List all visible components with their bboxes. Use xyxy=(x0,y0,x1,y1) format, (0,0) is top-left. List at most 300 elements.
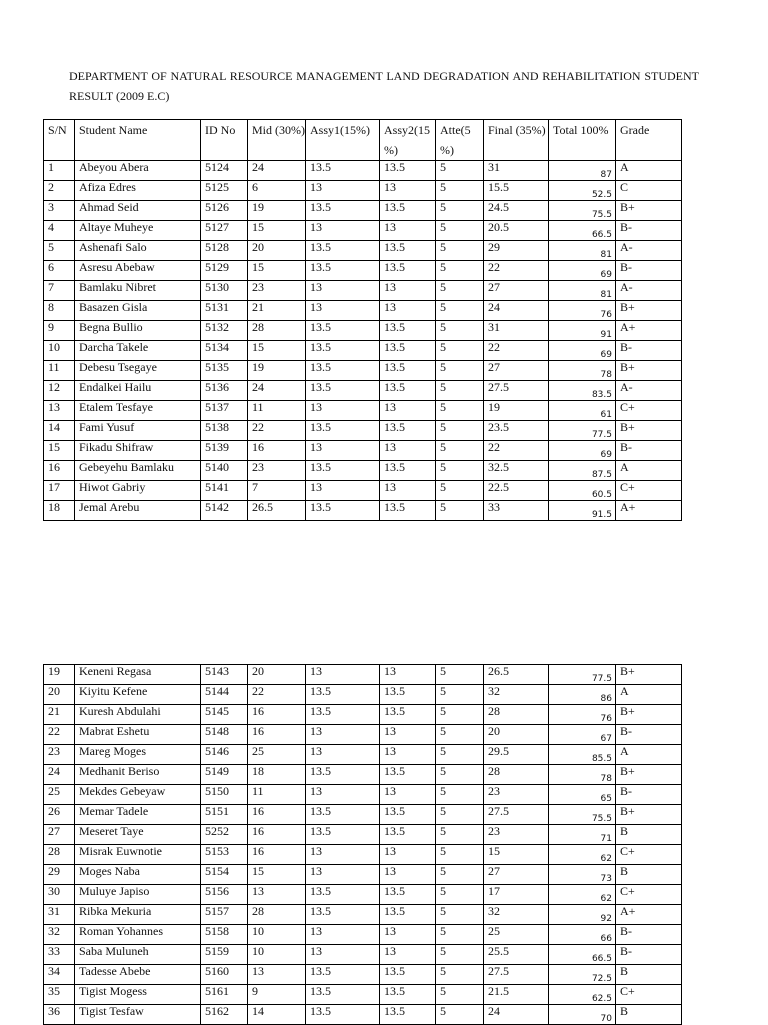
cell-assy1: 13 xyxy=(306,785,380,805)
cell-assy2: 13.5 xyxy=(380,321,436,341)
cell-assy1: 13 xyxy=(306,745,380,765)
cell-mid: 28 xyxy=(248,321,306,341)
cell-student-name: Ashenafi Salo xyxy=(75,241,201,261)
cell-assy2: 13.5 xyxy=(380,985,436,1005)
cell-attendance: 5 xyxy=(436,725,484,745)
cell-attendance: 5 xyxy=(436,865,484,885)
cell-attendance: 5 xyxy=(436,441,484,461)
cell-attendance: 5 xyxy=(436,745,484,765)
cell-final: 25.5 xyxy=(484,945,549,965)
cell-id-no: 5137 xyxy=(201,401,248,421)
cell-attendance: 5 xyxy=(436,705,484,725)
table-row xyxy=(44,845,682,865)
table-row xyxy=(44,401,682,421)
cell-mid: 24 xyxy=(248,161,306,181)
cell-final: 15.5 xyxy=(484,181,549,201)
cell-assy1: 13 xyxy=(306,845,380,865)
cell-final: 24.5 xyxy=(484,201,549,221)
cell-attendance: 5 xyxy=(436,825,484,845)
cell-mid: 18 xyxy=(248,765,306,785)
cell-mid: 21 xyxy=(248,301,306,321)
cell-id-no: 5159 xyxy=(201,945,248,965)
cell-final: 33 xyxy=(484,501,549,521)
cell-id-no: 5134 xyxy=(201,341,248,361)
header-sn: S/N xyxy=(44,120,75,161)
cell-mid: 23 xyxy=(248,461,306,481)
cell-total: 86 xyxy=(549,685,616,705)
cell-mid: 19 xyxy=(248,361,306,381)
table-header-row xyxy=(44,120,682,161)
cell-student-name: Fikadu Shifraw xyxy=(75,441,201,461)
cell-assy2: 13.5 xyxy=(380,965,436,985)
table-row xyxy=(44,441,682,461)
cell-final: 29.5 xyxy=(484,745,549,765)
cell-grade: C+ xyxy=(616,885,682,905)
cell-total: 62.5 xyxy=(549,985,616,1005)
document-title: DEPARTMENT OF NATURAL RESOURCE MANAGEMENT LAND DEGRADATION AND REHABILITATION STUDENT RESULT (2009 E.C) xyxy=(69,69,699,103)
cell-total: 75.5 xyxy=(549,201,616,221)
table-row xyxy=(44,381,682,401)
cell-attendance: 5 xyxy=(436,481,484,501)
cell-grade: B xyxy=(616,825,682,845)
cell-assy2: 13.5 xyxy=(380,161,436,181)
cell-assy1: 13.5 xyxy=(306,885,380,905)
cell-total: 65 xyxy=(549,785,616,805)
table-row xyxy=(44,341,682,361)
cell-attendance: 5 xyxy=(436,421,484,441)
cell-grade: B+ xyxy=(616,805,682,825)
cell-total: 83.5 xyxy=(549,381,616,401)
cell-grade: A xyxy=(616,461,682,481)
cell-final: 19 xyxy=(484,401,549,421)
cell-assy2: 13.5 xyxy=(380,685,436,705)
cell-assy1: 13.5 xyxy=(306,825,380,845)
results-table-part-1 xyxy=(43,119,682,521)
cell-total: 92 xyxy=(549,905,616,925)
cell-grade: A- xyxy=(616,381,682,401)
cell-id-no: 5131 xyxy=(201,301,248,321)
cell-total: 60.5 xyxy=(549,481,616,501)
cell-assy2: 13 xyxy=(380,945,436,965)
header-id-no: ID No xyxy=(201,120,248,161)
cell-assy2: 13 xyxy=(380,725,436,745)
cell-sn: 35 xyxy=(44,985,75,1005)
cell-student-name: Etalem Tesfaye xyxy=(75,401,201,421)
cell-total: 77.5 xyxy=(549,665,616,685)
cell-sn: 21 xyxy=(44,705,75,725)
cell-student-name: Saba Muluneh xyxy=(75,945,201,965)
cell-assy2: 13 xyxy=(380,441,436,461)
cell-mid: 28 xyxy=(248,905,306,925)
cell-student-name: Mareg Moges xyxy=(75,745,201,765)
cell-mid: 14 xyxy=(248,1005,306,1025)
cell-assy1: 13.5 xyxy=(306,161,380,181)
cell-total: 72.5 xyxy=(549,965,616,985)
cell-id-no: 5149 xyxy=(201,765,248,785)
cell-assy1: 13.5 xyxy=(306,685,380,705)
cell-sn: 27 xyxy=(44,825,75,845)
cell-attendance: 5 xyxy=(436,985,484,1005)
table-row xyxy=(44,281,682,301)
cell-id-no: 5125 xyxy=(201,181,248,201)
cell-grade: A+ xyxy=(616,905,682,925)
cell-assy2: 13 xyxy=(380,221,436,241)
cell-mid: 7 xyxy=(248,481,306,501)
cell-attendance: 5 xyxy=(436,665,484,685)
cell-assy2: 13 xyxy=(380,845,436,865)
cell-student-name: Mekdes Gebeyaw xyxy=(75,785,201,805)
cell-assy2: 13.5 xyxy=(380,501,436,521)
cell-grade: B- xyxy=(616,725,682,745)
cell-student-name: Kiyitu Kefene xyxy=(75,685,201,705)
cell-grade: B+ xyxy=(616,421,682,441)
cell-mid: 16 xyxy=(248,705,306,725)
cell-id-no: 5140 xyxy=(201,461,248,481)
cell-id-no: 5162 xyxy=(201,1005,248,1025)
cell-sn: 22 xyxy=(44,725,75,745)
cell-final: 32 xyxy=(484,905,549,925)
cell-student-name: Tadesse Abebe xyxy=(75,965,201,985)
table-row xyxy=(44,745,682,765)
cell-total: 85.5 xyxy=(549,745,616,765)
cell-id-no: 5157 xyxy=(201,905,248,925)
cell-student-name: Ahmad Seid xyxy=(75,201,201,221)
cell-attendance: 5 xyxy=(436,281,484,301)
cell-sn: 31 xyxy=(44,905,75,925)
cell-assy1: 13 xyxy=(306,181,380,201)
cell-id-no: 5130 xyxy=(201,281,248,301)
cell-final: 15 xyxy=(484,845,549,865)
table-row xyxy=(44,301,682,321)
cell-assy1: 13 xyxy=(306,281,380,301)
cell-total: 71 xyxy=(549,825,616,845)
cell-sn: 26 xyxy=(44,805,75,825)
cell-grade: A- xyxy=(616,281,682,301)
cell-final: 23.5 xyxy=(484,421,549,441)
cell-assy1: 13.5 xyxy=(306,501,380,521)
cell-assy1: 13.5 xyxy=(306,321,380,341)
cell-student-name: Keneni Regasa xyxy=(75,665,201,685)
cell-assy2: 13.5 xyxy=(380,905,436,925)
cell-student-name: Fami Yusuf xyxy=(75,421,201,441)
cell-assy1: 13 xyxy=(306,221,380,241)
cell-total: 78 xyxy=(549,765,616,785)
cell-final: 27.5 xyxy=(484,381,549,401)
cell-mid: 26.5 xyxy=(248,501,306,521)
cell-id-no: 5156 xyxy=(201,885,248,905)
table-row xyxy=(44,985,682,1005)
cell-mid: 23 xyxy=(248,281,306,301)
cell-assy1: 13 xyxy=(306,945,380,965)
cell-final: 29 xyxy=(484,241,549,261)
cell-id-no: 5143 xyxy=(201,665,248,685)
cell-student-name: Gebeyehu Bamlaku xyxy=(75,461,201,481)
cell-mid: 15 xyxy=(248,221,306,241)
table-row xyxy=(44,201,682,221)
cell-attendance: 5 xyxy=(436,785,484,805)
cell-mid: 16 xyxy=(248,725,306,745)
cell-sn: 34 xyxy=(44,965,75,985)
cell-sn: 10 xyxy=(44,341,75,361)
cell-student-name: Hiwot Gabriy xyxy=(75,481,201,501)
cell-final: 20 xyxy=(484,725,549,745)
cell-assy2: 13.5 xyxy=(380,1005,436,1025)
cell-attendance: 5 xyxy=(436,685,484,705)
cell-mid: 20 xyxy=(248,665,306,685)
cell-student-name: Afiza Edres xyxy=(75,181,201,201)
cell-student-name: Roman Yohannes xyxy=(75,925,201,945)
cell-mid: 11 xyxy=(248,785,306,805)
cell-final: 23 xyxy=(484,785,549,805)
cell-mid: 15 xyxy=(248,865,306,885)
table-row xyxy=(44,825,682,845)
cell-assy2: 13.5 xyxy=(380,241,436,261)
cell-final: 32.5 xyxy=(484,461,549,481)
cell-student-name: Memar Tadele xyxy=(75,805,201,825)
cell-final: 26.5 xyxy=(484,665,549,685)
cell-assy1: 13 xyxy=(306,401,380,421)
cell-assy1: 13.5 xyxy=(306,805,380,825)
cell-attendance: 5 xyxy=(436,341,484,361)
cell-grade: B+ xyxy=(616,765,682,785)
cell-sn: 23 xyxy=(44,745,75,765)
cell-sn: 7 xyxy=(44,281,75,301)
cell-grade: B- xyxy=(616,441,682,461)
cell-assy1: 13.5 xyxy=(306,261,380,281)
cell-assy1: 13 xyxy=(306,481,380,501)
cell-sn: 8 xyxy=(44,301,75,321)
cell-attendance: 5 xyxy=(436,301,484,321)
cell-sn: 19 xyxy=(44,665,75,685)
cell-sn: 16 xyxy=(44,461,75,481)
cell-total: 81 xyxy=(549,281,616,301)
cell-student-name: Muluye Japiso xyxy=(75,885,201,905)
cell-grade: A xyxy=(616,745,682,765)
cell-mid: 15 xyxy=(248,261,306,281)
cell-final: 20.5 xyxy=(484,221,549,241)
table-row xyxy=(44,765,682,785)
cell-mid: 10 xyxy=(248,925,306,945)
cell-sn: 12 xyxy=(44,381,75,401)
cell-total: 66.5 xyxy=(549,221,616,241)
cell-grade: B xyxy=(616,1005,682,1025)
cell-sn: 13 xyxy=(44,401,75,421)
cell-final: 23 xyxy=(484,825,549,845)
cell-total: 66 xyxy=(549,925,616,945)
cell-total: 62 xyxy=(549,885,616,905)
cell-attendance: 5 xyxy=(436,321,484,341)
cell-student-name: Basazen Gisla xyxy=(75,301,201,321)
cell-total: 91.5 xyxy=(549,501,616,521)
cell-final: 24 xyxy=(484,1005,549,1025)
cell-mid: 13 xyxy=(248,965,306,985)
cell-mid: 11 xyxy=(248,401,306,421)
table-row xyxy=(44,785,682,805)
cell-id-no: 5126 xyxy=(201,201,248,221)
cell-grade: B- xyxy=(616,221,682,241)
cell-grade: C+ xyxy=(616,985,682,1005)
table-row xyxy=(44,181,682,201)
cell-total: 77.5 xyxy=(549,421,616,441)
cell-mid: 6 xyxy=(248,181,306,201)
cell-id-no: 5154 xyxy=(201,865,248,885)
cell-assy1: 13.5 xyxy=(306,361,380,381)
cell-student-name: Begna Bullio xyxy=(75,321,201,341)
table-row xyxy=(44,241,682,261)
table-row xyxy=(44,805,682,825)
cell-assy2: 13.5 xyxy=(380,885,436,905)
cell-total: 61 xyxy=(549,401,616,421)
cell-assy2: 13.5 xyxy=(380,805,436,825)
results-table-part-2 xyxy=(43,664,682,1025)
cell-sn: 32 xyxy=(44,925,75,945)
cell-attendance: 5 xyxy=(436,965,484,985)
table-row xyxy=(44,481,682,501)
cell-total: 69 xyxy=(549,341,616,361)
cell-grade: B- xyxy=(616,945,682,965)
cell-mid: 13 xyxy=(248,885,306,905)
cell-assy1: 13 xyxy=(306,725,380,745)
header-total: Total 100% xyxy=(549,120,616,161)
cell-grade: C+ xyxy=(616,401,682,421)
cell-id-no: 5161 xyxy=(201,985,248,1005)
table-row xyxy=(44,665,682,685)
table-row xyxy=(44,685,682,705)
cell-id-no: 5142 xyxy=(201,501,248,521)
cell-total: 69 xyxy=(549,441,616,461)
cell-assy1: 13.5 xyxy=(306,421,380,441)
cell-assy2: 13.5 xyxy=(380,421,436,441)
table-row xyxy=(44,725,682,745)
cell-assy1: 13.5 xyxy=(306,705,380,725)
table-row xyxy=(44,905,682,925)
table-row xyxy=(44,865,682,885)
cell-total: 70 xyxy=(549,1005,616,1025)
cell-grade: A xyxy=(616,161,682,181)
table-row xyxy=(44,705,682,725)
cell-mid: 16 xyxy=(248,441,306,461)
cell-sn: 11 xyxy=(44,361,75,381)
cell-sn: 33 xyxy=(44,945,75,965)
header-student-name: Student Name xyxy=(75,120,201,161)
cell-assy2: 13.5 xyxy=(380,765,436,785)
cell-attendance: 5 xyxy=(436,1005,484,1025)
cell-grade: B- xyxy=(616,925,682,945)
cell-attendance: 5 xyxy=(436,905,484,925)
cell-final: 27 xyxy=(484,361,549,381)
cell-mid: 15 xyxy=(248,341,306,361)
cell-id-no: 5158 xyxy=(201,925,248,945)
cell-attendance: 5 xyxy=(436,885,484,905)
header-assy1: Assy1(15%) xyxy=(306,120,380,161)
cell-assy1: 13 xyxy=(306,441,380,461)
cell-final: 22 xyxy=(484,441,549,461)
cell-student-name: Debesu Tsegaye xyxy=(75,361,201,381)
header-mid: Mid (30%) xyxy=(248,120,306,161)
cell-attendance: 5 xyxy=(436,845,484,865)
cell-grade: B xyxy=(616,865,682,885)
cell-sn: 9 xyxy=(44,321,75,341)
cell-student-name: Kuresh Abdulahi xyxy=(75,705,201,725)
cell-attendance: 5 xyxy=(436,161,484,181)
cell-grade: B+ xyxy=(616,301,682,321)
cell-final: 27.5 xyxy=(484,965,549,985)
cell-id-no: 5148 xyxy=(201,725,248,745)
cell-id-no: 5146 xyxy=(201,745,248,765)
cell-mid: 24 xyxy=(248,381,306,401)
cell-sn: 28 xyxy=(44,845,75,865)
cell-mid: 25 xyxy=(248,745,306,765)
cell-assy1: 13.5 xyxy=(306,461,380,481)
cell-mid: 19 xyxy=(248,201,306,221)
cell-id-no: 5136 xyxy=(201,381,248,401)
cell-id-no: 5252 xyxy=(201,825,248,845)
cell-final: 22.5 xyxy=(484,481,549,501)
table-row xyxy=(44,461,682,481)
cell-final: 31 xyxy=(484,321,549,341)
cell-sn: 25 xyxy=(44,785,75,805)
cell-grade: A+ xyxy=(616,321,682,341)
cell-total: 76 xyxy=(549,301,616,321)
cell-assy1: 13.5 xyxy=(306,241,380,261)
cell-total: 67 xyxy=(549,725,616,745)
table-row xyxy=(44,321,682,341)
header-final: Final (35%) xyxy=(484,120,549,161)
cell-assy2: 13 xyxy=(380,181,436,201)
cell-mid: 16 xyxy=(248,845,306,865)
header-grade: Grade xyxy=(616,120,682,161)
cell-grade: B+ xyxy=(616,361,682,381)
cell-grade: B+ xyxy=(616,665,682,685)
cell-total: 76 xyxy=(549,705,616,725)
cell-final: 31 xyxy=(484,161,549,181)
cell-final: 24 xyxy=(484,301,549,321)
cell-assy2: 13 xyxy=(380,785,436,805)
cell-mid: 16 xyxy=(248,825,306,845)
cell-assy1: 13.5 xyxy=(306,905,380,925)
cell-total: 87 xyxy=(549,161,616,181)
cell-final: 28 xyxy=(484,765,549,785)
cell-assy2: 13 xyxy=(380,745,436,765)
cell-grade: A xyxy=(616,685,682,705)
cell-sn: 15 xyxy=(44,441,75,461)
cell-sn: 3 xyxy=(44,201,75,221)
cell-sn: 30 xyxy=(44,885,75,905)
cell-attendance: 5 xyxy=(436,501,484,521)
cell-id-no: 5129 xyxy=(201,261,248,281)
cell-grade: C+ xyxy=(616,845,682,865)
cell-student-name: Jemal Arebu xyxy=(75,501,201,521)
cell-id-no: 5139 xyxy=(201,441,248,461)
cell-total: 87.5 xyxy=(549,461,616,481)
cell-student-name: Asresu Abebaw xyxy=(75,261,201,281)
cell-attendance: 5 xyxy=(436,261,484,281)
cell-assy1: 13 xyxy=(306,665,380,685)
cell-sn: 18 xyxy=(44,501,75,521)
cell-attendance: 5 xyxy=(436,765,484,785)
cell-id-no: 5124 xyxy=(201,161,248,181)
cell-grade: B+ xyxy=(616,201,682,221)
cell-student-name: Misrak Euwnotie xyxy=(75,845,201,865)
cell-assy1: 13.5 xyxy=(306,965,380,985)
cell-id-no: 5128 xyxy=(201,241,248,261)
cell-id-no: 5141 xyxy=(201,481,248,501)
cell-attendance: 5 xyxy=(436,925,484,945)
cell-sn: 1 xyxy=(44,161,75,181)
cell-assy1: 13 xyxy=(306,301,380,321)
cell-assy1: 13.5 xyxy=(306,381,380,401)
table-row xyxy=(44,1005,682,1025)
